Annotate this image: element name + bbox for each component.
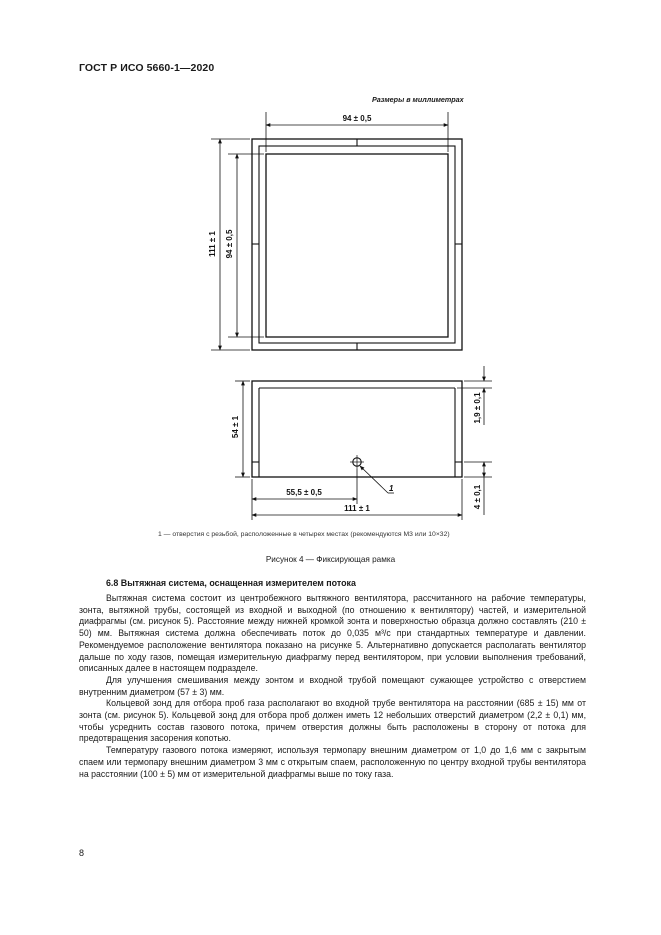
page-number: 8 [79,848,85,858]
units-note: Размеры в миллиметрах [372,95,464,104]
section-title: 6.8 Вытяжная система, оснащенная измерителем потока [106,578,356,588]
dim-top-width: 94 ± 0,5 [342,114,372,123]
dim-right-bottom: 4 ± 0,1 [473,484,482,510]
dim-bottom-width: 111 ± 1 [344,504,370,513]
figure-legend: 1 — отверстия с резьбой, расположенные в четырех местах (рекомендуются М3 или 10×32) [158,531,450,538]
side-view-dimensions [235,366,492,520]
dim-inner-height: 94 ± 0,5 [225,229,234,259]
dim-right-top: 1,9 ± 0,1 [473,392,482,424]
frame-side-view [252,381,462,477]
figure-caption: Рисунок 4 — Фиксирующая рамка [265,555,396,564]
dim-side-height: 54 ± 1 [231,415,240,439]
dim-hole-offset: 55,5 ± 0,5 [286,488,322,497]
frame-top-view [252,139,462,350]
paragraph: Вытяжная система состоит из центробежного вытяжного вентилятора, рассчитанного на рабочие температуры, зонта, вытяжной трубы, состоящей из входной и выходной (по отношению к вентилятору) частей, и измерительной диафрагмы (см. рисунок 5). Расстояние между нижней кромкой зонта и поверхностью образца должно составлять (210 ± 50) мм. Вытяжная система должна обеспечивать поток до 0,035 м³/с при стандартных температуре и давлении. Рекомендуемое расположение вентилятора показано на рисунке 5. Альтернативно допускается располагать вентилятор дальше по ходу газов, помещая измерительную диафрагму перед вентилятором, при условии выполнения требований, описанных далее в настоящем подразделе. [79,593,586,674]
section-body [79,593,586,780]
paragraph: Для улучшения смешивания между зонтом и входной трубой помещают сужающее устройство с отверстием внутренним диаметром (57 ± 3) мм. [79,674,586,697]
callout-number: 1 [389,484,394,493]
standard-header: ГОСТ Р ИСО 5660-1—2020 [79,62,215,74]
paragraph: Кольцевой зонд для отбора проб газа располагают во входной трубе вентилятора на расстоянии (685 ± 15) мм от зонта (см. рисунок 5). Кольцевой зонд для отбора проб должен иметь 12 небольших отверстий диаметром (2,2 ± 0,1) мм, чтобы усреднить состав газового потока, причем отверстия должны быть расположены в сторону от потока для предотвращения засорения копотью. [79,698,586,744]
paragraph: Температуру газового потока измеряют, используя термопару внешним диаметром от 1,0 до 1,6 мм с закрытым спаем или термопару внешним диаметром 3 мм с открытым спаем, расположенную по центру входной трубы вентилятора на расстоянии (100 ± 5) мм от измерительной диафрагмы выше по току газа. [79,745,586,779]
top-view-dimensions [211,112,448,350]
dim-outer-height: 111 ± 1 [208,231,217,257]
